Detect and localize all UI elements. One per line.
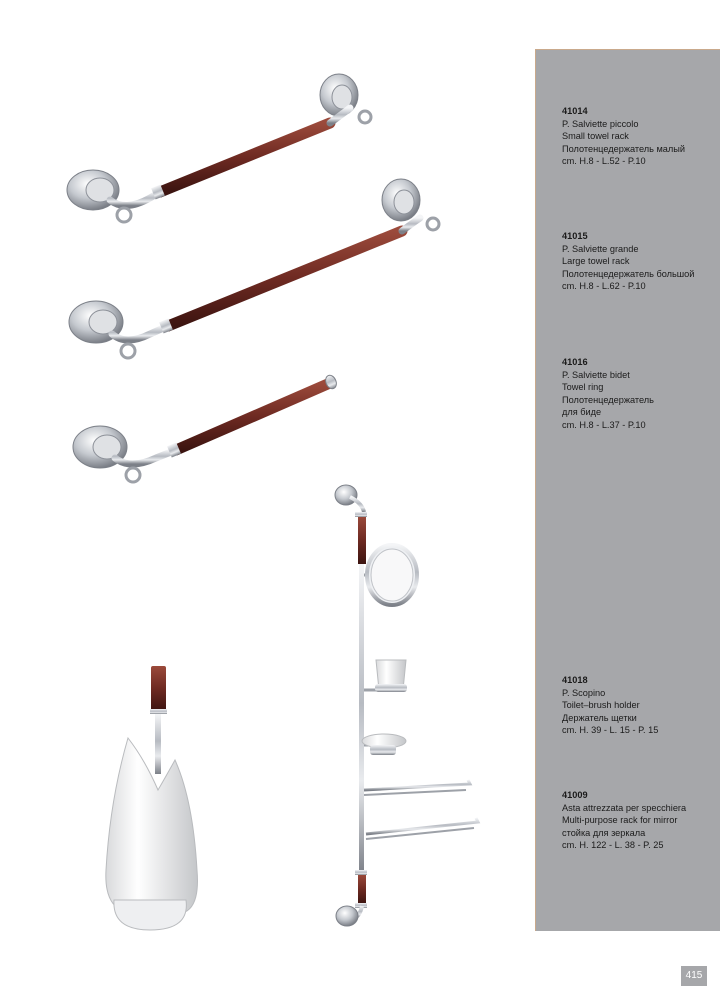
product-entry-41016	[562, 356, 720, 432]
toilet-brush-holder-image	[106, 666, 198, 930]
product-name-russian: Полотенцедержатель	[562, 394, 654, 405]
product-dimensions: cm. H. 39 - L. 15 - P. 15	[562, 725, 659, 736]
product-name-english: Towel ring	[562, 382, 604, 393]
product-entry-41009	[562, 789, 720, 852]
product-name-italian: P. Salviette grande	[562, 243, 639, 254]
product-name-english: Multi-purpose rack for mirror	[562, 815, 678, 826]
towel-ring-image	[73, 374, 338, 482]
product-dimensions: cm. H.8 - L.52 - P.10	[562, 156, 646, 167]
product-name-russian: Полотенцедержатель малый	[562, 143, 686, 154]
page-number: 415	[681, 966, 707, 986]
product-name-russian: стойка для зеркала	[562, 827, 646, 838]
product-name-russian: Полотенцедержатель большой	[562, 268, 695, 279]
product-name-english: Toilet–brush holder	[562, 700, 640, 711]
product-name-italian: P. Salviette piccolo	[562, 118, 639, 129]
product-code: 41014	[562, 106, 588, 116]
product-code: 41016	[562, 357, 588, 367]
multi-purpose-rack-image	[335, 485, 478, 926]
product-name-russian: Держатель щетки	[562, 712, 637, 723]
product-name-russian-line-2: для биде	[562, 407, 602, 418]
product-name-italian: P. Salviette bidet	[562, 369, 630, 380]
product-entry-41018	[562, 674, 720, 737]
product-dimensions: cm. H. 122 - L. 38 - P. 25	[562, 840, 664, 851]
product-name-english: Small towel rack	[562, 131, 629, 142]
small-towel-rack-image	[67, 74, 371, 222]
product-entry-41014	[562, 105, 720, 168]
product-name-italian: P. Scopino	[562, 687, 606, 698]
product-code: 41018	[562, 675, 588, 685]
product-code: 41009	[562, 790, 588, 800]
product-name-italian: Asta attrezzata per specchiera	[562, 802, 687, 813]
product-code: 41015	[562, 231, 588, 241]
product-dimensions: cm. H.8 - L.62 - P.10	[562, 281, 646, 292]
product-entry-41015	[562, 230, 720, 293]
product-name-english: Large towel rack	[562, 256, 630, 267]
product-info-panel	[535, 49, 720, 931]
product-dimensions: cm. H.8 - L.37 - P.10	[562, 419, 646, 430]
